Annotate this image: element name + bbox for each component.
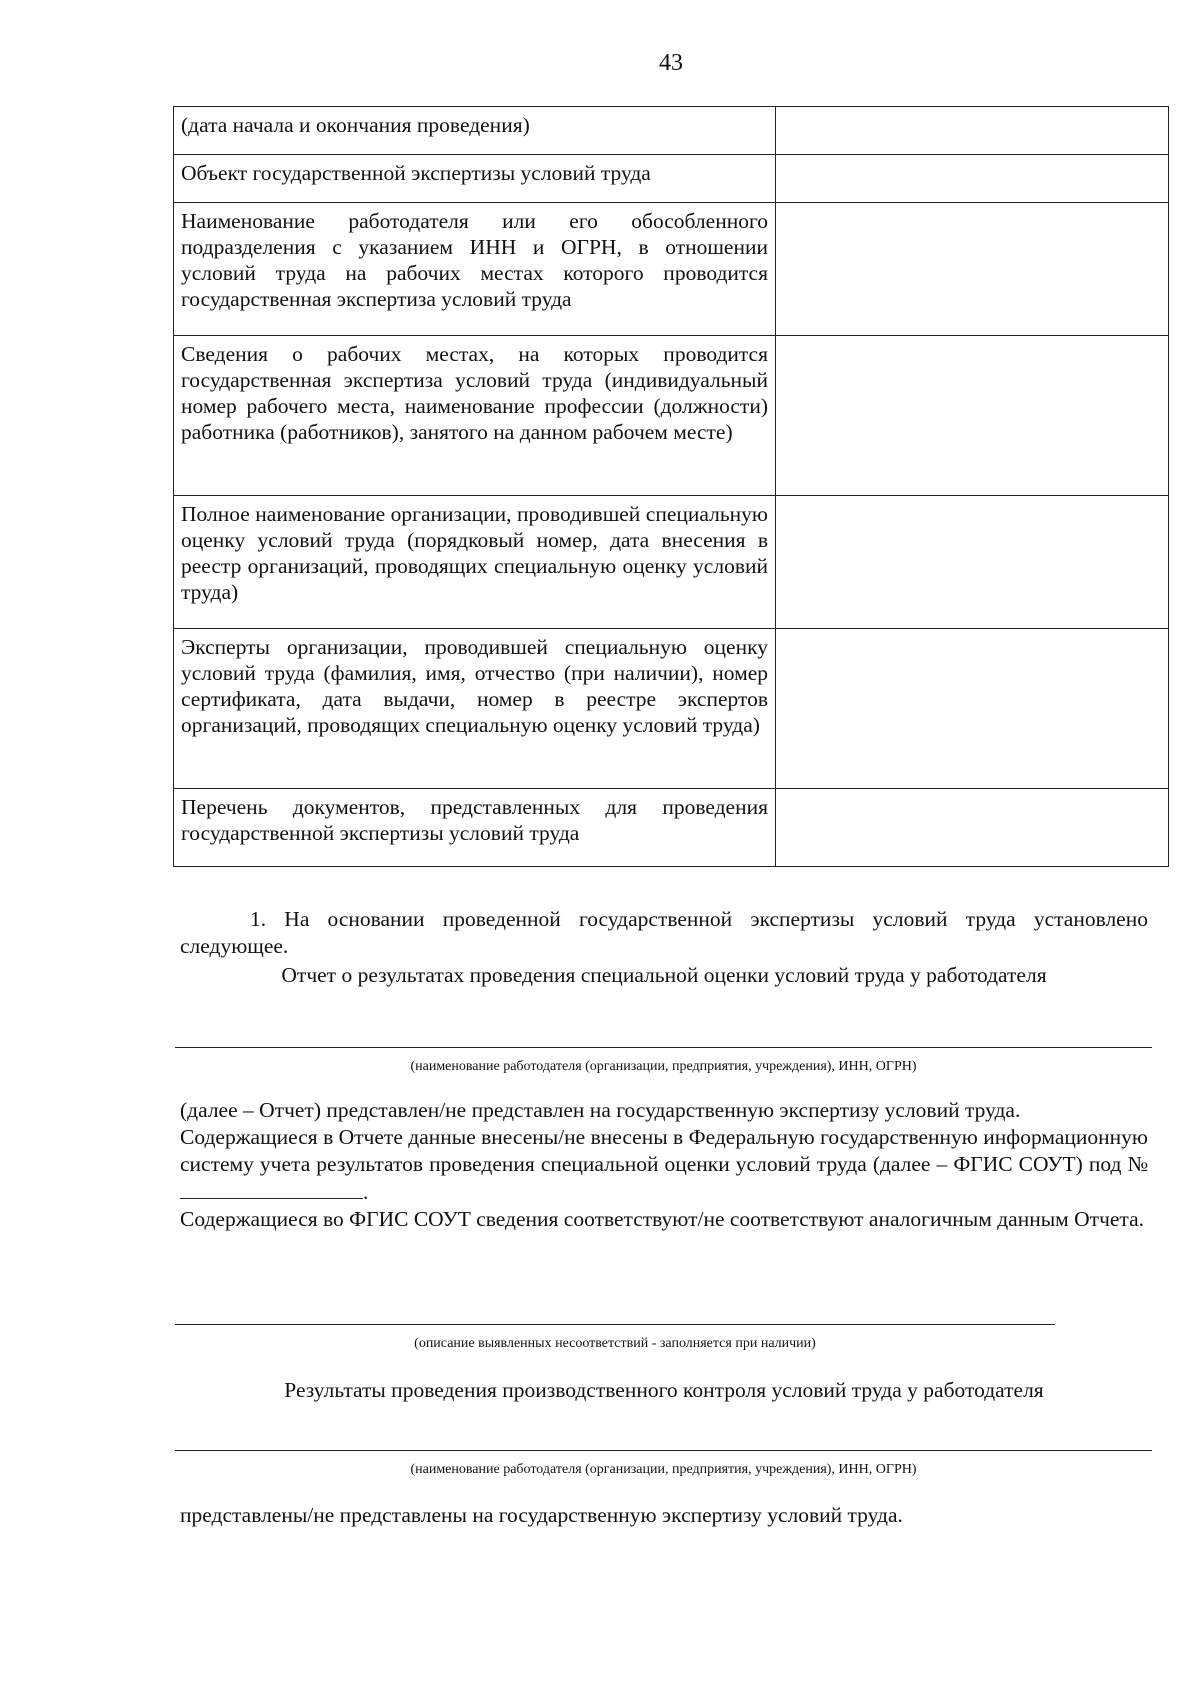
row-value — [776, 203, 1169, 336]
row-label: Полное наименование организации, проводившей специальную оценку условий труда (порядковый номер, дата внесения в реестр организаций, проводящих специальную оценку условий труда) — [174, 496, 776, 629]
discrepancy-caption: (описание выявленных несоответствий - заполняется при наличии) — [414, 1336, 816, 1351]
table-row — [174, 155, 1169, 203]
employer-fill-line — [175, 1047, 1152, 1048]
row-label: Наименование работодателя или его обособленного подразделения с указанием ИНН и ОГРН, в отношении условий труда на рабочих местах которого проводится государственная экспертиза условий труда — [174, 203, 776, 336]
row-label: (дата начала и окончания проведения) — [174, 107, 776, 155]
table-row — [174, 203, 1169, 336]
employer-fill-line-2 — [175, 1450, 1152, 1451]
discrepancy-fill-line — [175, 1324, 1055, 1325]
table-row — [174, 629, 1169, 789]
row-value — [776, 336, 1169, 496]
fgis-number-blank — [180, 1178, 363, 1199]
report-status-text — [180, 1097, 1148, 1233]
page-number: 43 — [659, 50, 683, 76]
row-label: Сведения о рабочих местах, на которых проводится государственная экспертиза условий труда (индивидуальный номер рабочего места, наименование профессии (должности) работника (работников), занятого на данном рабочем месте) — [174, 336, 776, 496]
final-text: представлены/не представлены на государственную экспертизу условий труда. — [180, 1503, 903, 1527]
row-value — [776, 789, 1169, 867]
row-value — [776, 107, 1169, 155]
row-label: Перечень документов, представленных для проведения государственной экспертизы условий труда — [174, 789, 776, 867]
table-row — [174, 107, 1169, 155]
results-title: Результаты проведения производственного контроля условий труда у работодателя — [284, 1378, 1044, 1402]
row-label: Объект государственной экспертизы условий труда — [174, 155, 776, 203]
table-row — [174, 789, 1169, 867]
row-value — [776, 629, 1169, 789]
fgis-compliance-text: Содержащиеся во ФГИС СОУТ сведения соответствуют/не соответствуют аналогичным данным Отчета. — [180, 1207, 1145, 1231]
fgis-text: Содержащиеся в Отчете данные внесены/не внесены в Федеральную государственную информационную систему учета результатов проведения специальной оценки условий труда (далее – ФГИС СОУТ) под № — [180, 1125, 1148, 1176]
fgis-text-end: . — [363, 1180, 369, 1204]
table-row — [174, 336, 1169, 496]
fgis-paragraph — [180, 1124, 1148, 1206]
report-status-line: (далее – Отчет) представлен/не представлен на государственную экспертизу условий труда. — [180, 1098, 1021, 1122]
employer-caption-2: (наименование работодателя (организации, предприятия, учреждения), ИНН, ОГРН) — [410, 1462, 917, 1477]
expertise-info-table — [173, 106, 1169, 867]
report-title: Отчет о результатах проведения специальной оценки условий труда у работодателя — [281, 963, 1047, 987]
section1-paragraph: 1. На основании проведенной государственной экспертизы условий труда установлено следующее. — [180, 907, 1148, 958]
row-value — [776, 496, 1169, 629]
table-row — [174, 496, 1169, 629]
employer-caption: (наименование работодателя (организации, предприятия, учреждения), ИНН, ОГРН) — [410, 1059, 917, 1074]
row-value — [776, 155, 1169, 203]
row-label: Эксперты организации, проводившей специальную оценку условий труда (фамилия, имя, отчество (при наличии), номер сертификата, дата выдачи, номер в реестре экспертов организаций, проводящих специальную оценку условий труда) — [174, 629, 776, 789]
